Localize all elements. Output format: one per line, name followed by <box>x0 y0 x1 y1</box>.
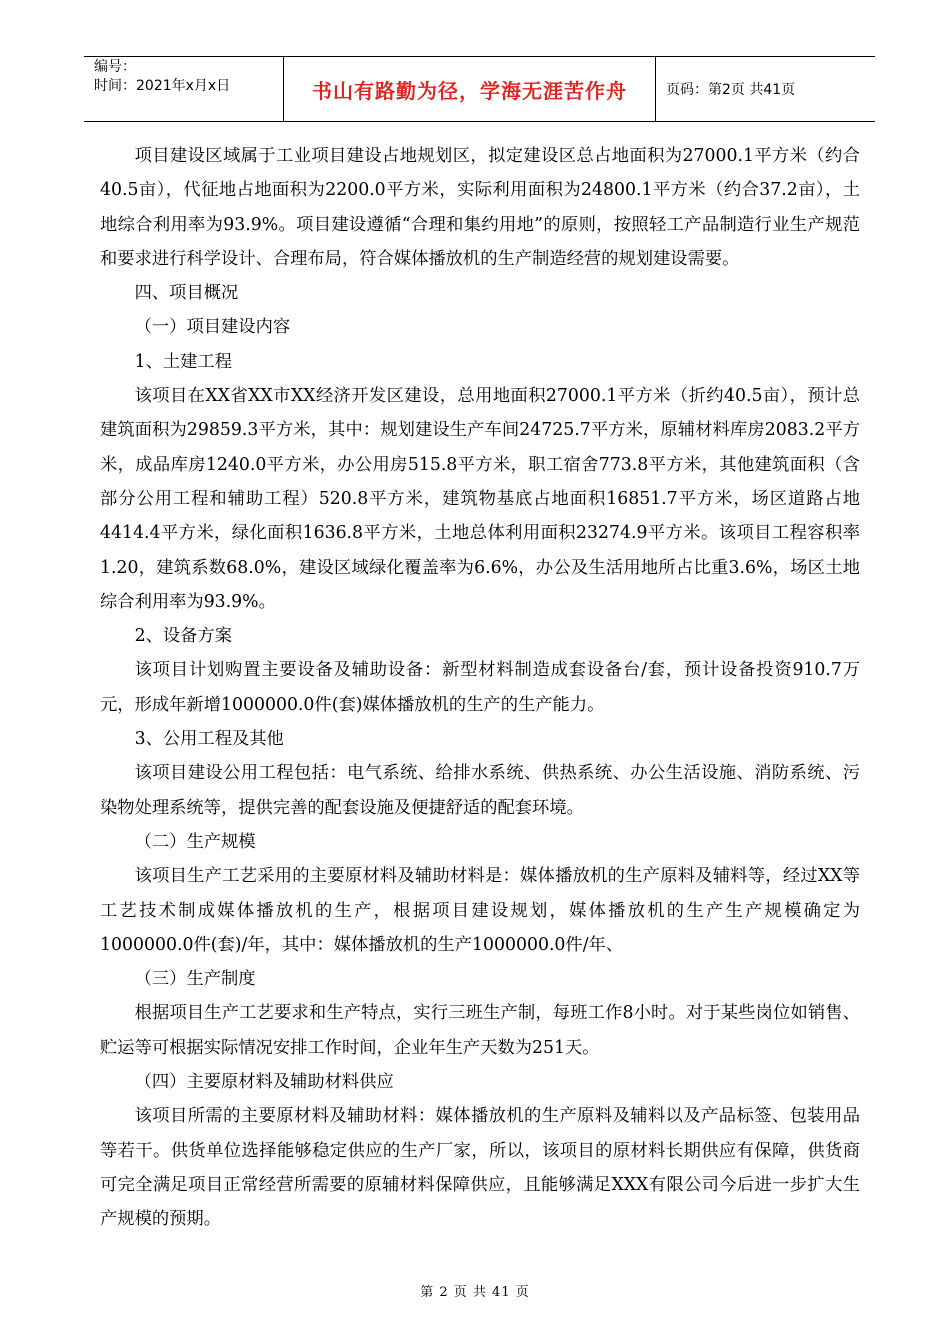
subsection-heading: （一）项目建设内容 <box>134 317 291 338</box>
number-label: 编号： <box>94 59 136 75</box>
paragraph: 该项目计划购置主要设备及辅助设备：新型材料制造成套设备台/套，预计设备投资910.7万元，形成年新增1000000.0件(套)媒体播放机的生产的生产能力。 <box>100 660 860 715</box>
subsection-heading: （二）生产规模 <box>134 831 256 852</box>
header-page-info: 页码：第2页 共41页 <box>666 82 796 98</box>
paragraph: 该项目建设公用工程包括：电气系统、给排水系统、供热系统、办公生活设施、消防系统、污染物处理系统等，提供完善的配套设施及便捷舒适的配套环境。 <box>100 763 860 818</box>
subsection-heading: （三）生产制度 <box>134 969 256 990</box>
paragraph: 该项目在XX省XX市XX经济开发区建设，总用地面积27000.1平方米（折约40.5亩），预计总建筑面积为29859.3平方米，其中：规划建设生产车间24725.7平方米，原辅材料库房2083.2平方米，成品库房1240.0平方米，办公用房515.8平方米，职工宿舍773.8平方米，其他建筑面积（含部分公用工程和辅助工程）520.8平方米，建筑物基底占地面积16851.7平方米，场区道路占地4414.4平方米，绿化面积1636.8平方米，土地总体利用面积23274.9平方米。该项目工程容积率1.20，建筑系数68.0%，建设区域绿化覆盖率为6.6%，办公及生活用地所占比重3.6%，场区土地综合利用率为93.9%。 <box>100 386 860 612</box>
page-footer: 第 2 页 共 41 页 <box>420 1285 530 1300</box>
document-body <box>100 139 860 1237</box>
header-meta <box>84 57 284 121</box>
section-heading: 四、项目概况 <box>134 283 239 304</box>
item-heading: 3、公用工程及其他 <box>134 729 284 750</box>
paragraph: 根据项目生产工艺要求和生产特点，实行三班生产制，每班工作8小时。对于某些岗位如销售、贮运等可根据实际情况安排工作时间，企业年生产天数为251天。 <box>100 1003 860 1058</box>
subsection-heading: （四）主要原材料及辅助材料供应 <box>134 1072 394 1093</box>
item-heading: 2、设备方案 <box>134 626 232 647</box>
paragraph: 该项目所需的主要原材料及辅助材料：媒体播放机的生产原料及辅料以及产品标签、包装用品等若干。供货单位选择能够稳定供应的生产厂家，所以，该项目的原材料长期供应有保障，供货商可完全满足项目正常经营所需要的原辅材料保障供应，且能够满足XXX有限公司今后进一步扩大生产规模的预期。 <box>100 1106 860 1230</box>
header-motto: 书山有路勤为径，学海无涯苦作舟 <box>284 57 656 121</box>
page-header <box>84 56 875 122</box>
paragraph: 该项目生产工艺采用的主要原材料及辅助材料是：媒体播放机的生产原料及辅料等，经过XX等工艺技术制成媒体播放机的生产，根据项目建设规划，媒体播放机的生产生产规模确定为1000000.0件(套)/年，其中：媒体播放机的生产1000000.0件/年、 <box>100 866 860 955</box>
time-label: 时间：2021年x月x日 <box>94 78 231 94</box>
item-heading: 1、土建工程 <box>134 351 232 372</box>
paragraph: 项目建设区域属于工业项目建设占地规划区，拟定建设区总占地面积为27000.1平方米（约合40.5亩），代征地占地面积为2200.0平方米，实际利用面积为24800.1平方米（约合37.2亩），土地综合利用率为93.9%。项目建设遵循“合理和集约用地”的原则，按照轻工产品制造行业生产规范和要求进行科学设计、合理布局，符合媒体播放机的生产制造经营的规划建设需要。 <box>100 146 860 269</box>
